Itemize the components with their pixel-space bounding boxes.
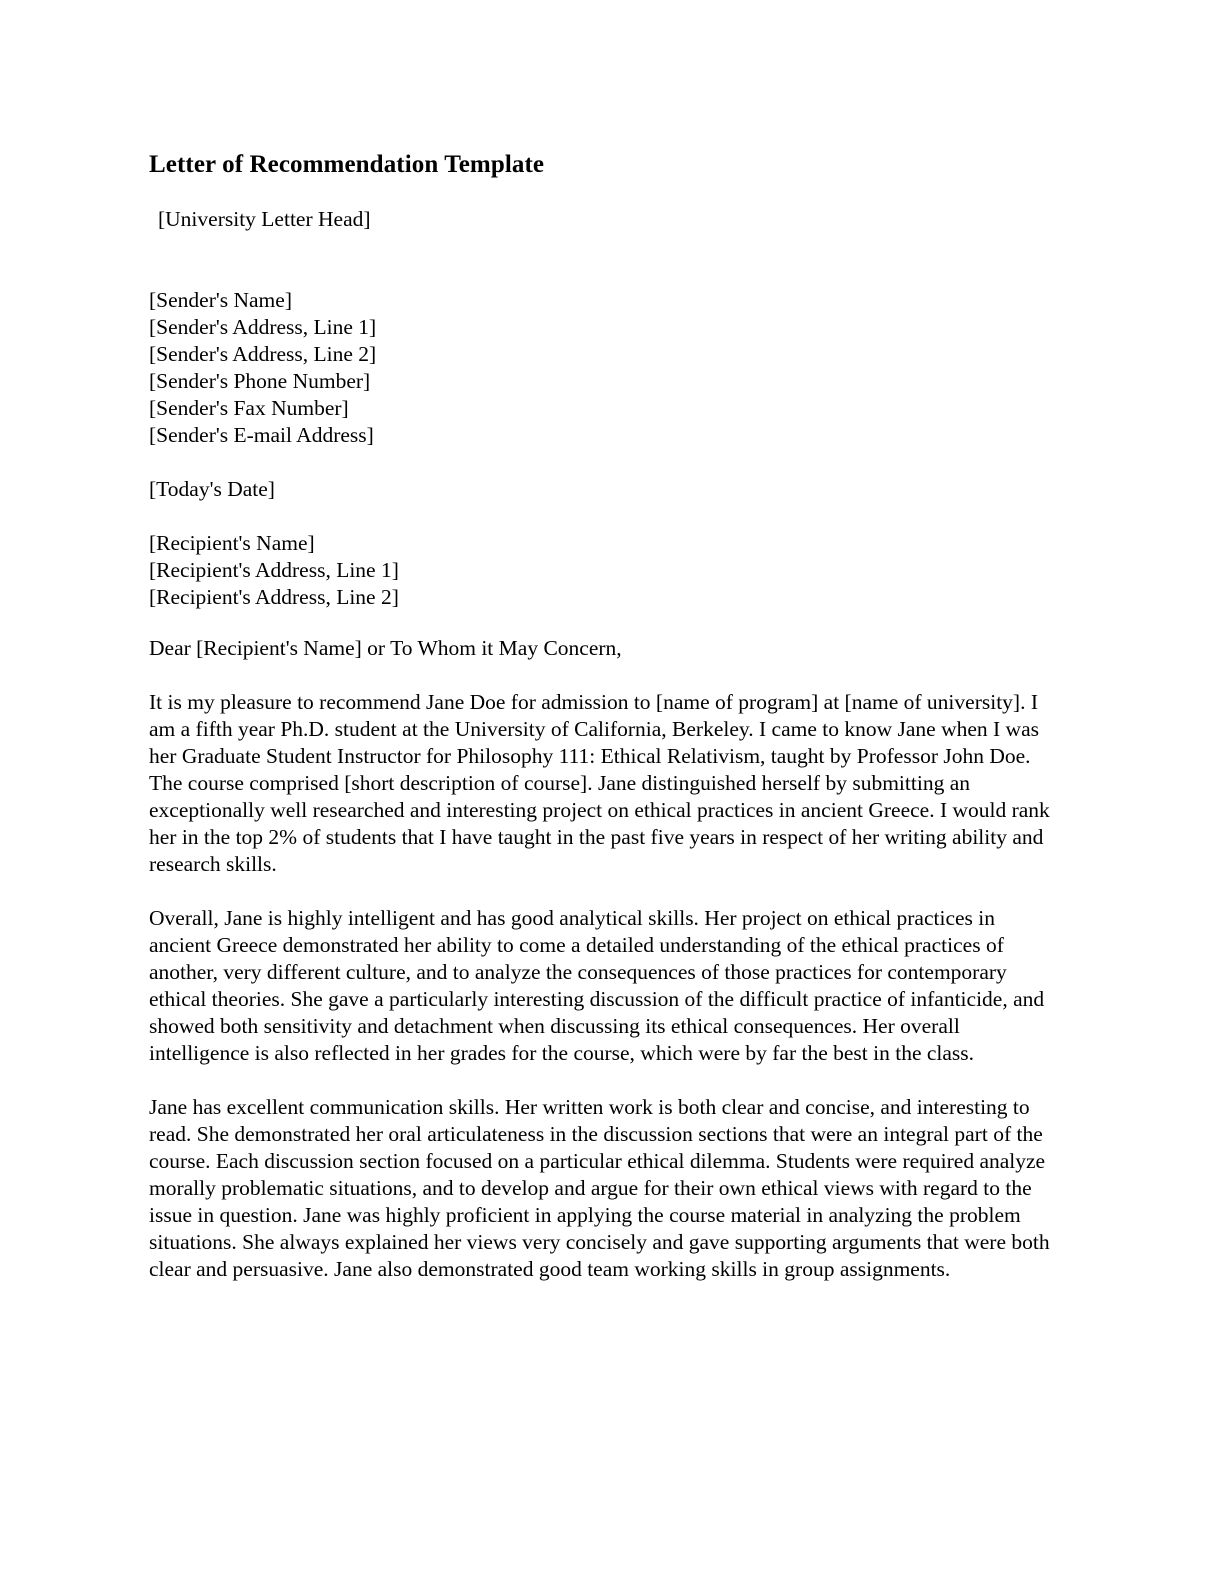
- sender-fax-line: [Sender's Fax Number]: [149, 396, 349, 420]
- sender-name-line: [Sender's Name]: [149, 288, 292, 312]
- recipient-name-line: [Recipient's Name]: [149, 531, 315, 555]
- spacer-after-letterhead: [149, 233, 1059, 287]
- spacer-after-paragraph-2: [149, 1067, 1059, 1094]
- sender-address-block: [149, 287, 1059, 449]
- recipient-address-block: [149, 530, 1059, 611]
- body-paragraph-3: Jane has excellent communication skills. Her written work is both clear and concise, and interesting to read. She demonstrated her oral articulateness in the discussion sections that were an integral part of the course. Each discussion section focused on a particular ethical dilemma. Students were required analyze morally problematic situations, and to develop and argue for their own ethical views with regard to the issue in question. Jane was highly proficient in applying the course material in analyzing the problem situations. She always explained her views very concisely and gave supporting arguments that were both clear and persuasive. Jane also demonstrated good team working skills in group assignments.: [149, 1095, 1050, 1281]
- recipient-address-line-1: [Recipient's Address, Line 1]: [149, 558, 399, 582]
- recipient-address-line-2: [Recipient's Address, Line 2]: [149, 585, 399, 609]
- sender-address-line-2: [Sender's Address, Line 2]: [149, 342, 377, 366]
- spacer-after-date: [149, 503, 1059, 530]
- date-line: [Today's Date]: [149, 477, 275, 501]
- spacer-before-salutation: [149, 611, 1059, 635]
- sender-address-line-1: [Sender's Address, Line 1]: [149, 315, 377, 339]
- salutation-line: Dear [Recipient's Name] or To Whom it May Concern,: [149, 636, 622, 660]
- letterhead-placeholder: [University Letter Head]: [158, 207, 371, 231]
- spacer-after-salutation: [149, 662, 1059, 689]
- sender-phone-line: [Sender's Phone Number]: [149, 369, 371, 393]
- spacer-after-paragraph-1: [149, 878, 1059, 905]
- sender-email-line: [Sender's E-mail Address]: [149, 423, 374, 447]
- body-paragraph-2: Overall, Jane is highly intelligent and has good analytical skills. Her project on ethical practices in ancient Greece demonstrated her ability to come a detailed understanding of the ethical practices of another, very different culture, and to analyze the consequences of those practices for contemporary ethical theories. She gave a particularly interesting discussion of the difficult practice of infanticide, and showed both sensitivity and detachment when discussing its ethical consequences. Her overall intelligence is also reflected in her grades for the course, which were by far the best in the class.: [149, 906, 1045, 1065]
- spacer-after-sender-block: [149, 449, 1059, 476]
- body-paragraph-1: It is my pleasure to recommend Jane Doe for admission to [name of program] at [name of university]. I am a fifth year Ph.D. student at the University of California, Berkeley. I came to know Jane when I was her Graduate Student Instructor for Philosophy 111: Ethical Relativism, taught by Professor John Doe. The course comprised [short description of course]. Jane distinguished herself by submitting an exceptionally well researched and interesting project on ethical practices in ancient Greece. I would rank her in the top 2% of students that I have taught in the past five years in respect of her writing ability and research skills.: [149, 690, 1050, 876]
- document-body: [149, 150, 1059, 1283]
- page-title: Letter of Recommendation Template: [149, 151, 545, 178]
